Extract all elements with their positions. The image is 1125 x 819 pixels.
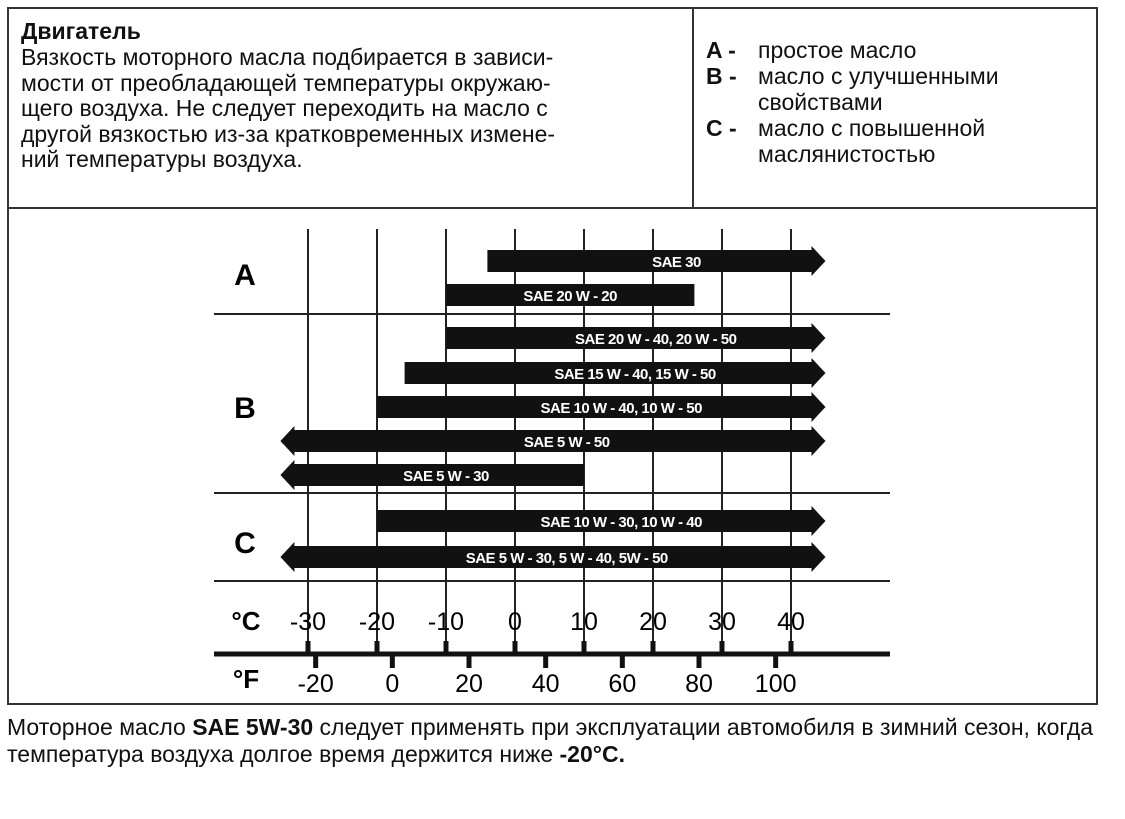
fahrenheit-tick-label: 20 xyxy=(455,670,483,698)
bar-label: SAE 5 W - 30, 5 W - 40, 5W - 50 xyxy=(465,550,668,567)
bar-label: SAE 20 W - 20 xyxy=(523,288,617,305)
legend-key: C - xyxy=(706,115,737,141)
group-label: A xyxy=(234,259,256,292)
footer-text: следует применять при эксплуатации автомобиля в зимний сезон, когда температура воздуха долгое время держится ниже xyxy=(7,714,1094,767)
bar-label: SAE 5 W - 30 xyxy=(403,468,489,485)
legend-text: маслянистостью xyxy=(758,141,936,167)
description-line: Вязкость моторного масла подбирается в зависи- xyxy=(21,44,554,70)
celsius-tick-label: 20 xyxy=(639,608,667,636)
description-line: мости от преобладающей температуры окружаю- xyxy=(21,69,551,96)
group-label: B xyxy=(234,392,256,425)
description-line: щего воздуха. Не следует переходить на масло с xyxy=(21,95,548,121)
bar-label: SAE 20 W - 40, 20 W - 50 xyxy=(575,331,737,348)
description-line: другой вязкостью из-за кратковременных измене- xyxy=(21,120,556,147)
fahrenheit-unit-label: °F xyxy=(232,664,260,694)
fahrenheit-tick-label: -20 xyxy=(297,670,334,698)
footer-bold-oil: SAE 5W-30 xyxy=(192,714,314,740)
footer-bold-temp: -20°C. xyxy=(559,741,625,767)
celsius-unit-label: °C xyxy=(231,606,261,636)
celsius-tick-label: 10 xyxy=(570,608,598,636)
bar-label: SAE 10 W - 30, 10 W - 40 xyxy=(540,514,702,531)
celsius-tick-label: -30 xyxy=(289,608,327,636)
bar-label: SAE 15 W - 40, 15 W - 50 xyxy=(554,366,716,383)
fahrenheit-tick-label: 0 xyxy=(385,670,400,698)
celsius-tick-label: -20 xyxy=(358,608,396,636)
celsius-tick-label: 0 xyxy=(508,608,522,636)
celsius-tick-label: -10 xyxy=(427,608,465,636)
legend-text: простое масло xyxy=(758,37,917,63)
bar-label: SAE 5 W - 50 xyxy=(523,434,610,451)
celsius-tick-label: 40 xyxy=(777,608,805,636)
legend-key: A - xyxy=(706,37,736,63)
legend-text: масло с повышенной xyxy=(758,115,986,141)
fahrenheit-tick-label: 100 xyxy=(754,670,797,698)
fahrenheit-tick-label: 60 xyxy=(608,670,637,698)
footer-note xyxy=(7,714,1107,768)
group-label: C xyxy=(234,527,256,560)
section-title: Двигатель xyxy=(21,18,141,44)
bar-label: SAE 10 W - 40, 10 W - 50 xyxy=(540,400,702,417)
legend-text: свойствами xyxy=(758,89,883,115)
legend-text: масло с улучшенными xyxy=(758,63,999,89)
fahrenheit-tick-label: 40 xyxy=(531,670,560,698)
legend-key: B - xyxy=(706,63,737,89)
description-line: ний температуры воздуха. xyxy=(21,146,303,172)
celsius-tick-label: 30 xyxy=(708,608,736,636)
fahrenheit-tick-label: 80 xyxy=(685,670,713,698)
bar-label: SAE 30 xyxy=(652,254,701,271)
footer-text: Моторное масло xyxy=(7,714,193,740)
